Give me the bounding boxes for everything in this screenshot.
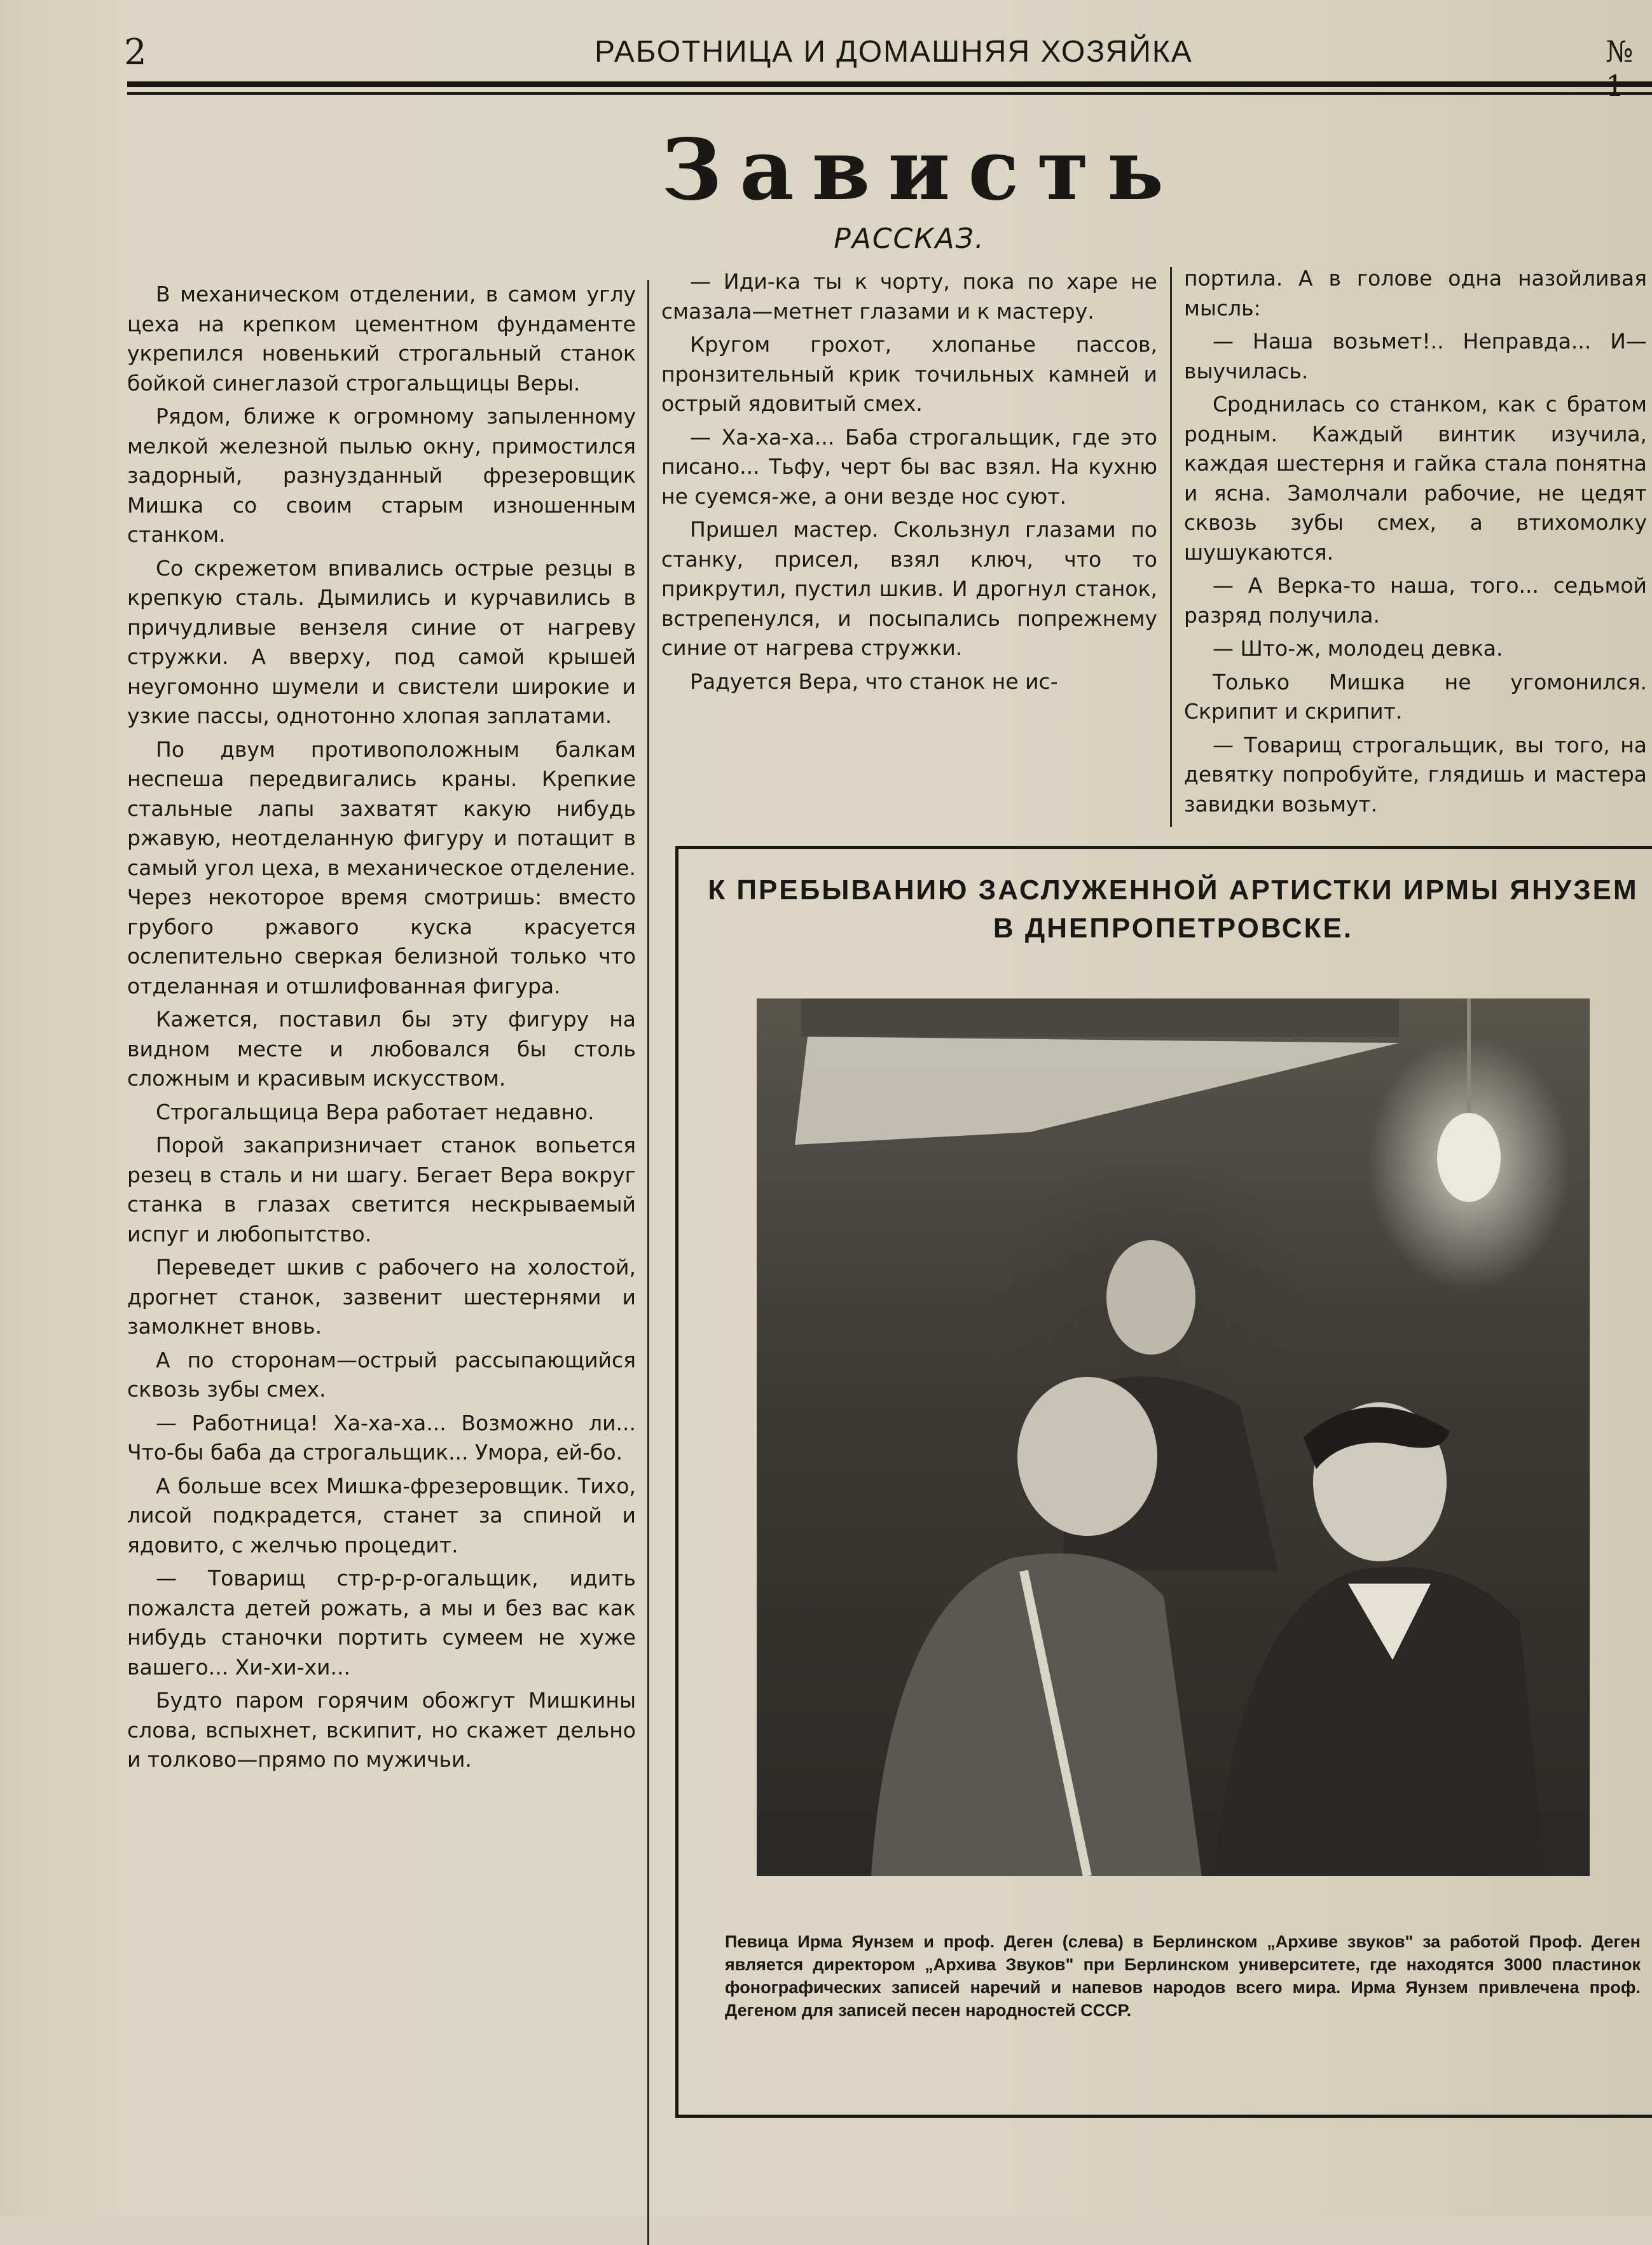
- article-column-1: [127, 280, 636, 1779]
- page-header: [124, 25, 1650, 76]
- photo-feature-heading: К ПРЕБЫВАНИЮ ЗАСЛУЖЕННОЙ АРТИСТКИ ИРМЫ ЯНУЗЕМ В ДНЕПРОПЕТРОВСКЕ.: [708, 874, 1639, 944]
- column-divider: [647, 280, 649, 2245]
- issue-number: №: [1606, 34, 1634, 69]
- paragraph: Только Мишка не угомонился. Скрипит и скрипит.: [1184, 669, 1647, 724]
- header-rule-thin: [127, 92, 1652, 95]
- paragraph: — Товарищ строгальщик, вы того, на девятку попробуйте, глядишь и мастера завидки возьмут.: [1184, 732, 1647, 817]
- paragraph: А больше всех Мишка-фрезеровщик. Тихо, лисой подкрадется, станет за спиной и ядовито, с желчью процедит.: [127, 1473, 636, 1558]
- paragraph: — Наша возьмет!.. Неправда... И—выучилась.: [1184, 329, 1647, 383]
- paragraph: Будто паром горячим обожгут Мишкины слова, вспыхнет, вскипит, но скажет дельно и толково—прямо по мужичьи.: [127, 1688, 636, 1772]
- paragraph: А по сторонам—острый рассыпающийся сквозь зубы смех.: [127, 1347, 636, 1402]
- paragraph: По двум противоположным балкам неспеша передвигались краны. Крепкие стальные лапы захватят какую нибудь ржавую, неотделанную фигуру и потащит в самый угол цеха, в механическое отделение. Через некоторое время смотришь: вместо грубого ржавого куска красуется ослепительно сверкая белизной только что отделанная и отшлифованная фигура.: [127, 736, 636, 998]
- page-number: 2: [124, 32, 147, 73]
- photograph-figures: [757, 998, 1590, 1876]
- paragraph: — Работница! Ха-ха-ха... Возможно ли... Что-бы баба да строгальщик... Умора, ей-бо.: [127, 1410, 636, 1465]
- column-divider: [1170, 267, 1172, 827]
- article-column-2: [661, 267, 1157, 700]
- header-rule-thick: [127, 81, 1652, 87]
- photograph: [757, 998, 1590, 1876]
- paragraph: Пришел мастер. Скользнул глазами по станку, присел, взял ключ, что то прикрутил, пустил шкив. И дрогнул станок, встрепенулся, и посыпались попрежнему синие от нагрева стружки.: [661, 517, 1157, 660]
- paragraph: — Ха-ха-ха... Баба строгальщик, где это писано... Тьфу, черт бы вас взял. На кухню не суемся-же, а они везде нос суют.: [661, 424, 1157, 509]
- paragraph: Сроднилась со станком, как с братом родным. Каждый винтик изучила, каждая шестерня и гайка стала понятна и ясна. Замолчали рабочие, не цедят сквозь зубы смех, а втихомолку шушукаются.: [1184, 392, 1647, 565]
- paragraph: — А Верка-то наша, того... седьмой разряд получила.: [1184, 573, 1647, 628]
- paragraph: — Што-ж, молодец девка.: [1213, 636, 1503, 661]
- paragraph: — Товарищ стр-р-р-огальщик, идить пожалста детей рожать, а мы и без вас как нибудь станочки портить сумеем не хуже вашего... Хи-хи-хи...: [127, 1566, 636, 1680]
- paragraph: Радуется Вера, что станок не ис-: [690, 668, 1058, 694]
- photo-caption: Певица Ирма Яунзем и проф. Деген (слева) в Берлинском „Архиве звуков" за работой Проф. Деген является директором „Архива Звуков" при Берлинском университете, где находятся 3000 пластинок фонографических записей наречий и напевов народов всего мира. Ирма Яунзем привлечена проф. Дегеном для записей песен народностей СССР.: [725, 1932, 1641, 2020]
- article-title: Зависть: [661, 121, 1182, 219]
- article-column-3: [1184, 264, 1647, 823]
- paragraph: Переведет шкив с рабочего на холостой, дрогнет станок, зазвенит шестернями и замолкнет вновь.: [127, 1255, 636, 1339]
- paragraph: Порой закапризничает станок вопьется резец в сталь и ни шагу. Бегает Вера вокруг станка в глазах светится нескрываемый испуг и любопытство.: [127, 1133, 636, 1247]
- paragraph: портила. А в голове одна назойливая мысль:: [1184, 266, 1647, 321]
- article-subtitle: РАССКАЗ.: [834, 223, 985, 255]
- paragraph: Со скрежетом впивались острые резцы в крепкую сталь. Дымились и курчавились в причудливые вензеля синие от нагреву стружки. А вверху, под самой крышей неугомонно шумели и свистели широкие и узкие пассы, однотонно хлопая заплатами.: [127, 555, 636, 728]
- paragraph: Строгальщица Вера работает недавно.: [156, 1099, 595, 1124]
- paragraph: Кажется, поставил бы эту фигуру на видном месте и любовался бы столь сложным и красивым искусством.: [127, 1007, 636, 1091]
- paragraph: — Иди-ка ты к чорту, пока по харе не смазала—метнет глазами и к мастеру.: [661, 269, 1157, 324]
- paragraph: В механическом отделении, в самом углу цеха на крепком цементном фундаменте укрепился новенький строгальный станок бойкой синеглазой строгальщицы Веры.: [127, 282, 636, 396]
- paragraph: Кругом грохот, хлопанье пассов, пронзительный крик точильных камней и острый ядовитый смех.: [661, 332, 1157, 416]
- running-title: РАБОТНИЦА И ДОМАШНЯЯ ХОЗЯЙКА: [595, 35, 1193, 69]
- paragraph: Рядом, ближе к огромному запыленному мелкой железной пылью окну, примостился задорный, разнузданный фрезеровщик Мишка со своим старым изношенным станком.: [127, 404, 636, 547]
